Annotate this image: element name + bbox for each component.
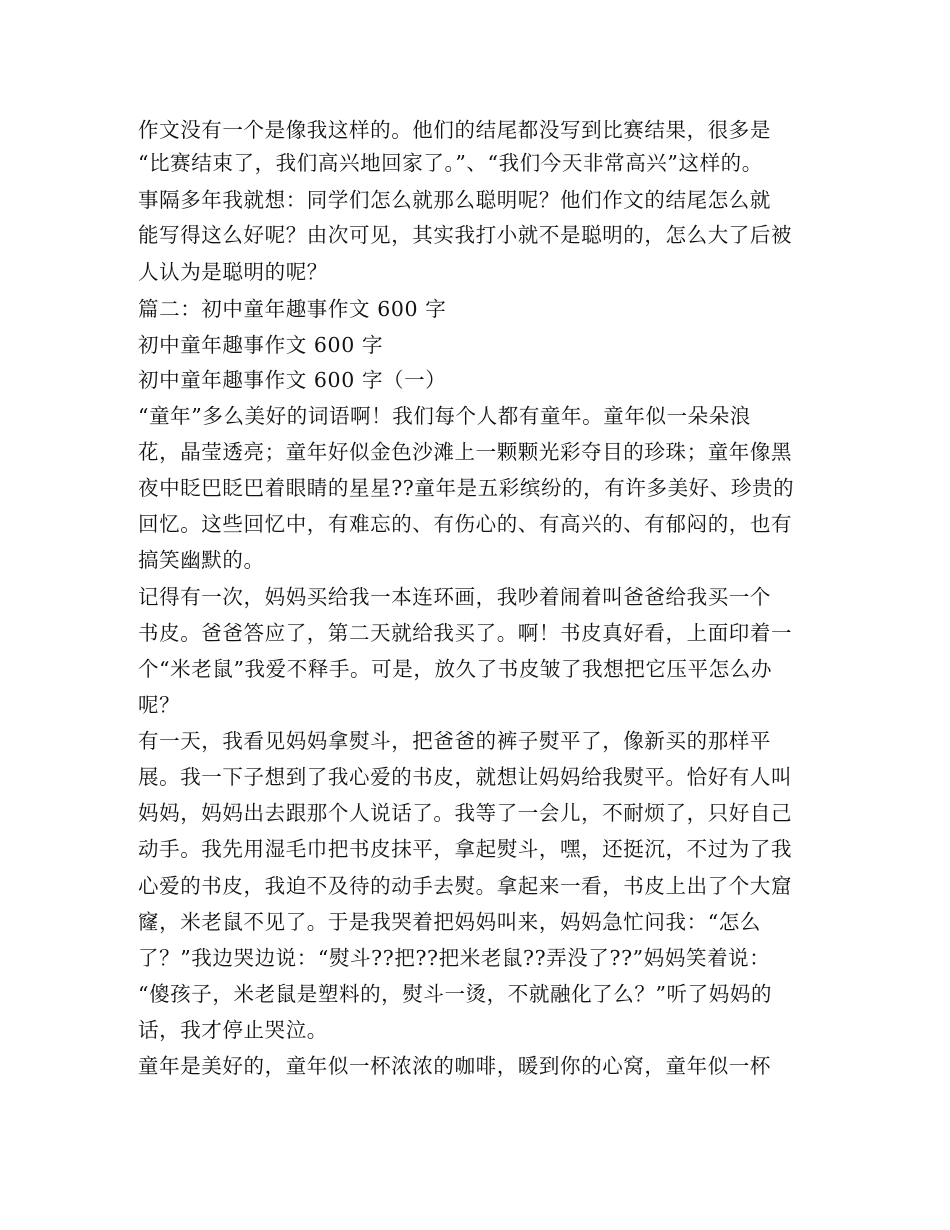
text-line: 作文没有一个是像我这样的。他们的结尾都没写到比赛结果，很多是 bbox=[138, 118, 771, 142]
text-line: “童年”多么美好的词语啊！我们每个人都有童年。童年似一朵朵浪 bbox=[138, 404, 751, 428]
text-line: 窿，米老鼠不见了。于是我哭着把妈妈叫来，妈妈急忙问我：“怎么 bbox=[138, 910, 761, 934]
text-line: 了？”我边哭边说：“熨斗??把??把米老鼠??弄没了??”妈妈笑着说： bbox=[138, 946, 771, 970]
text-line: 花，晶莹透亮；童年好似金色沙滩上一颗颗光彩夺目的珍珠；童年像黑 bbox=[138, 440, 793, 464]
text-line: 回忆。这些回忆中，有难忘的、有伤心的、有高兴的、有郁闷的，也有 bbox=[138, 512, 793, 536]
text-line: 记得有一次，妈妈买给我一本连环画，我吵着闹着叫爸爸给我买一个 bbox=[138, 585, 771, 609]
text-line: 呢？ bbox=[138, 693, 181, 717]
text-line: 人认为是聪明的呢？ bbox=[138, 260, 328, 284]
article-subtitle: 初中童年趣事作文 600 字（一） bbox=[138, 368, 447, 392]
text-line: 能写得这么好呢？由次可见，其实我打小就不是聪明的，怎么大了后被 bbox=[138, 223, 793, 247]
text-line: 动手。我先用湿毛巾把书皮抹平，拿起熨斗，嘿，还挺沉，不过为了我 bbox=[138, 837, 793, 861]
text-line: 话，我才停止哭泣。 bbox=[138, 1018, 328, 1042]
text-line: “比赛结束了，我们高兴地回家了。”、“我们今天非常高兴”这样的。 bbox=[138, 151, 763, 175]
text-line: “傻孩子，米老鼠是塑料的，熨斗一烫，不就融化了么？”听了妈妈的 bbox=[138, 982, 773, 1006]
text-line: 事隔多年我就想：同学们怎么就那么聪明呢？他们作文的结尾怎么就 bbox=[138, 188, 771, 212]
text-line: 童年是美好的，童年似一杯浓浓的咖啡，暖到你的心窝，童年似一杯 bbox=[138, 1054, 771, 1078]
text-line: 有一天，我看见妈妈拿熨斗，把爸爸的裤子熨平了，像新买的那样平 bbox=[138, 729, 771, 753]
text-line: 书皮。爸爸答应了，第二天就给我买了。啊！书皮真好看，上面印着一 bbox=[138, 621, 793, 645]
text-line: 夜中眨巴眨巴着眼睛的星星??童年是五彩缤纷的，有许多美好、珍贵的 bbox=[138, 476, 795, 500]
text-line: 展。我一下子想到了我心爱的书皮，就想让妈妈给我熨平。恰好有人叫 bbox=[138, 765, 793, 789]
text-line: 搞笑幽默的。 bbox=[138, 548, 265, 572]
section-heading: 篇二：初中童年趣事作文 600 字 bbox=[138, 297, 447, 321]
article-title: 初中童年趣事作文 600 字 bbox=[138, 333, 384, 357]
text-line: 个“米老鼠”我爱不释手。可是，放久了书皮皱了我想把它压平怎么办 bbox=[138, 657, 773, 681]
text-line: 妈妈，妈妈出去跟那个人说话了。我等了一会儿，不耐烦了，只好自己 bbox=[138, 801, 793, 825]
text-line: 心爱的书皮，我迫不及待的动手去熨。拿起来一看，书皮上出了个大窟 bbox=[138, 874, 793, 898]
